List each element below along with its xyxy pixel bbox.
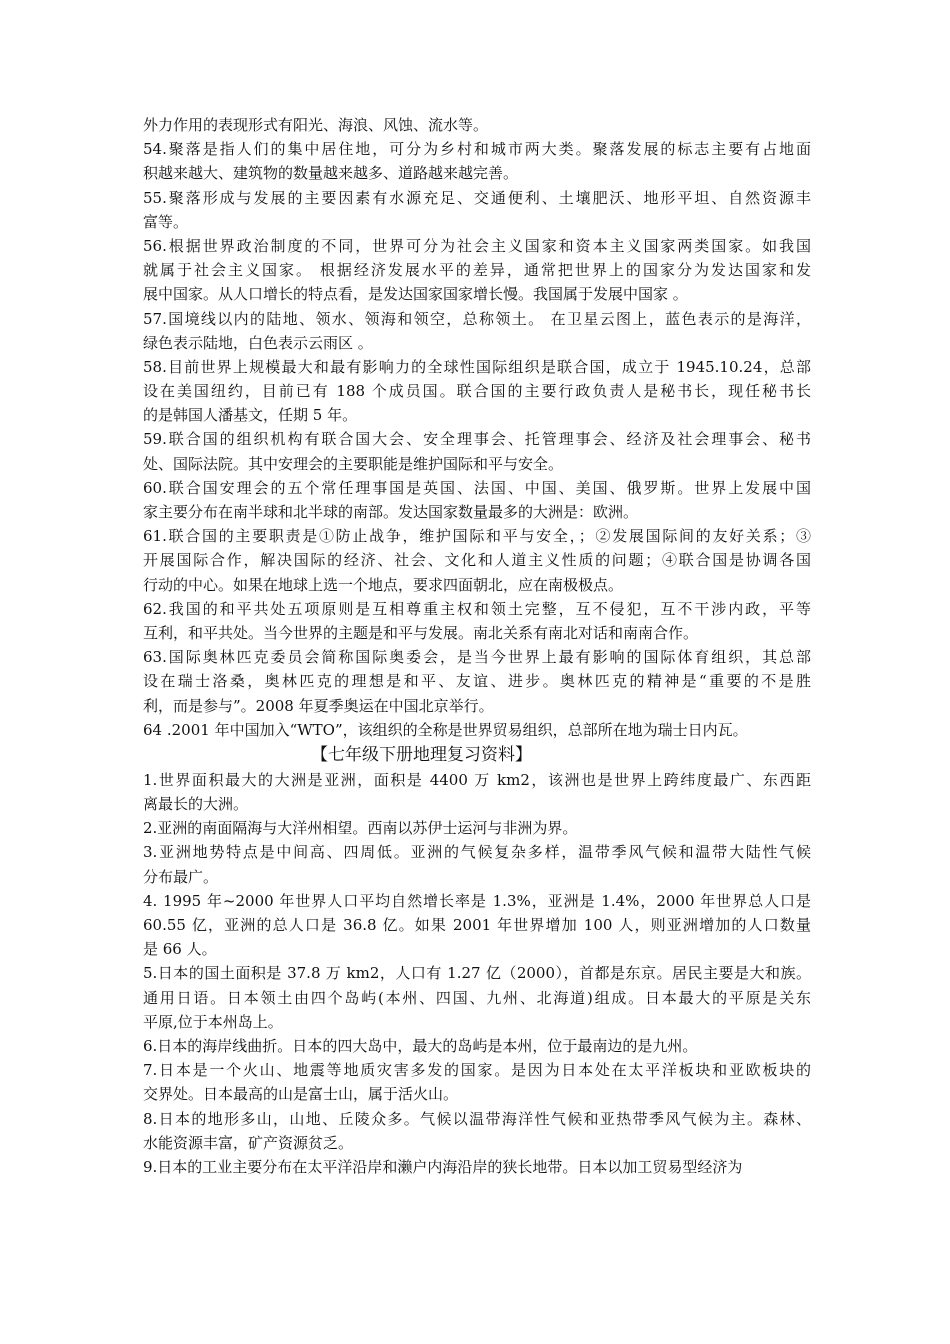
text-line: 56.根据世界政治制度的不同，世界可分为社会主义国家和资本主义国家两类国家。如我国: [143, 236, 811, 255]
section-heading: 【七年级下册地理复习资料】: [311, 744, 532, 765]
text-line: 绿色表示陆地，白色表示云雨区 。: [143, 333, 373, 352]
text-line: 交界处。日本最高的山是富士山，属于活火山。: [143, 1085, 459, 1104]
document-page: [143, 113, 811, 1179]
section1-paragraph: [143, 137, 811, 185]
section1-paragraph: [143, 476, 811, 524]
text-line: 2.亚洲的南面隔海与大洋州相望。西南以苏伊士运河与非洲为界。: [143, 819, 578, 838]
text-line: 是 66 人。: [143, 940, 217, 959]
text-line: 通用日语。日本领土由四个岛屿(本州、四国、九州、北海道)组成。日本最大的平原是关东: [143, 988, 811, 1007]
section1-paragraph: [143, 427, 811, 475]
text-line: 61.联合国的主要职责是①防止战争，维护国际和平与安全，；②发展国际间的友好关系；③: [143, 527, 811, 546]
text-line: 外力作用的表现形式有阳光、海浪、风蚀、流水等。: [143, 116, 489, 134]
section1-paragraph: [143, 234, 811, 307]
section2-paragraph: [143, 816, 811, 840]
text-line: 离最长的大洲。: [143, 795, 249, 814]
section1-paragraph: [143, 355, 811, 428]
text-line: 5.日本的国土面积是 37.8 万 km2，人口有 1.27 亿（2000），首都是东京。居民主要是大和族。: [143, 964, 811, 983]
text-line: 6.日本的海岸线曲折。日本的四大岛中，最大的岛屿是本州，位于最南边的是九州。: [143, 1036, 698, 1055]
text-line: 分布最广。: [143, 867, 219, 886]
section1-paragraph: [143, 307, 811, 355]
text-line: 水能资源丰富，矿产资源贫乏。: [143, 1133, 354, 1152]
section2-paragraph: [143, 1058, 811, 1106]
section2-paragraph: [143, 1034, 811, 1058]
section2-paragraph: [143, 840, 811, 888]
text-line: 57.国境线以内的陆地、领水、领海和领空，总称领土。 在卫星云图上，蓝色表示的是海洋，: [143, 309, 811, 328]
section2-paragraph: [143, 1155, 811, 1179]
text-line: 的是韩国人潘基文，任期 5 年。: [143, 406, 358, 425]
text-line: 家主要分布在南半球和北半球的南部。发达国家数量最多的大洲是：欧洲。: [143, 503, 639, 521]
text-line: 7.日本是一个火山、地震等地质灾害多发的国家。是因为日本处在太平洋板块和亚欧板块的: [143, 1061, 811, 1080]
text-line: 设在瑞士洛桑，奥林匹克的理想是和平、友谊、进步。奥林匹克的精神是“重要的不是胜: [143, 672, 811, 691]
text-line: 互利，和平共处。当今世界的主题是和平与发展。南北关系有南北对话和南南合作。: [143, 623, 699, 642]
text-line: 60.联合国安理会的五个常任理事国是英国、法国、中国、美国、俄罗斯。世界上发展中国: [143, 478, 811, 497]
section1-paragraph: [143, 113, 811, 137]
text-line: 处、国际法院。其中安理会的主要职能是维护国际和平与安全。: [143, 454, 564, 473]
text-line: 9.日本的工业主要分布在太平洋沿岸和濑户内海沿岸的狭长地带。日本以加工贸易型经济为: [143, 1157, 743, 1176]
text-line: 3.亚洲地势特点是中间高、四周低。亚洲的气候复杂多样，温带季风气候和温带大陆性气候: [143, 843, 811, 862]
text-line: 积越来越大、建筑物的数量越来越多、道路越来越完善。: [143, 164, 519, 183]
section2-paragraph: [143, 1107, 811, 1155]
text-line: 64 .2001 年中国加入“WTO”，该组织的全称是世界贸易组织，总部所在地为瑞士日内瓦。: [143, 720, 748, 739]
text-line: 设在美国纽约，目前已有 188 个成员国。联合国的主要行政负责人是秘书长，现任秘书长: [143, 382, 811, 401]
text-line: 63.国际奥林匹克委员会简称国际奥委会，是当今世界上最有影响的国际体育组织，其总部: [143, 648, 811, 667]
text-line: 54.聚落是指人们的集中居住地，可分为乡村和城市两大类。聚落发展的标志主要有占地面: [143, 140, 811, 159]
text-line: 4. 1995 年~2000 年世界人口平均自然增长率是 1.3%，亚洲是 1.4%，2000 年世界总人口是: [143, 891, 811, 910]
section1-paragraph: [143, 718, 811, 742]
text-line: 就属于社会主义国家。 根据经济发展水平的差异，通常把世界上的国家分为发达国家和发: [143, 261, 811, 280]
section1-paragraph: [143, 645, 811, 718]
text-line: 平原,位于本州岛上。: [143, 1012, 283, 1031]
text-line: 开展国际合作，解决国际的经济、社会、文化和人道主义性质的问题；④联合国是协调各国: [143, 551, 811, 570]
text-line: 8.日本的地形多山，山地、丘陵众多。气候以温带海洋性气候和亚热带季风气候为主。森林、: [143, 1109, 811, 1128]
text-line: 行动的中心。如果在地球上选一个地点，要求四面朝北，应在南极极点。: [143, 575, 624, 594]
text-line: 利，而是参与”。2008 年夏季奥运在中国北京举行。: [143, 696, 494, 715]
section1-paragraph: [143, 186, 811, 234]
text-line: 60.55 亿，亚洲的总人口是 36.8 亿。如果 2001 年世界增加 100 人，则亚洲增加的人口数量: [143, 916, 811, 934]
section-2: [143, 768, 811, 1179]
section2-paragraph: [143, 889, 811, 962]
text-line: 展中国家。从人口增长的特点看，是发达国家国家增长慢。我国属于发展中国家 。: [143, 285, 688, 304]
section2-paragraph: [143, 961, 811, 1034]
text-line: 55.聚落形成与发展的主要因素有水源充足、交通便利、土壤肥沃、地形平坦、自然资源丰: [143, 188, 811, 207]
section2-paragraph: [143, 768, 811, 816]
text-line: 62.我国的和平共处五项原则是互相尊重主权和领土完整，互不侵犯，互不干涉内政，平等: [143, 599, 811, 618]
text-line: 59.联合国的组织机构有联合国大会、安全理事会、托管理事会、经济及社会理事会、秘书: [143, 430, 811, 449]
section-1: [143, 113, 811, 742]
section1-paragraph: [143, 597, 811, 645]
section1-paragraph: [143, 524, 811, 597]
text-line: 1.世界面积最大的大洲是亚洲，面积是 4400 万 km2，该洲也是世界上跨纬度最广、东西距: [143, 770, 811, 789]
text-line: 富等。: [143, 212, 189, 231]
text-line: 58.目前世界上规模最大和最有影响力的全球性国际组织是联合国，成立于 1945.10.24，总部: [143, 357, 811, 376]
